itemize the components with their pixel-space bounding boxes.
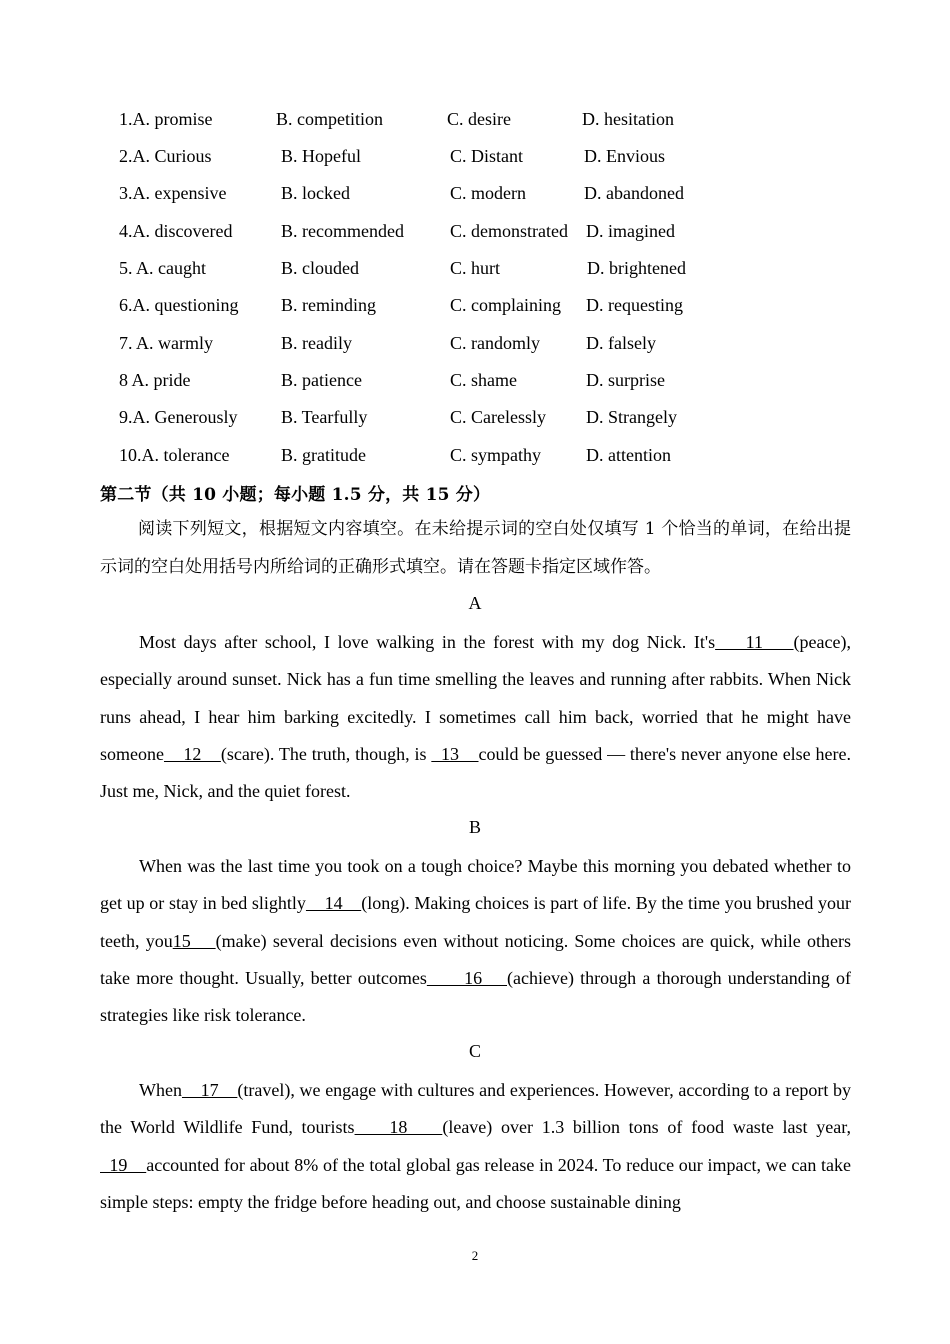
blank-11: 11: [715, 632, 794, 652]
blank-15: 15: [172, 930, 216, 951]
option-d: D. imagined: [586, 221, 675, 241]
option-d: D. requesting: [586, 295, 683, 315]
blank-13: 13: [431, 743, 479, 764]
section-heading: 第二节（共 10 小题；每小题 1.5 分，共 15 分）: [100, 485, 491, 505]
option-a: 6.A. questioning: [119, 295, 239, 315]
page-number: 2: [471, 1248, 479, 1263]
option-b: B. Hopeful: [281, 146, 361, 166]
option-c: C. Distant: [450, 146, 524, 166]
option-d: D. hesitation: [582, 109, 674, 129]
option-c: C. modern: [450, 183, 526, 203]
passage-b: [100, 848, 851, 1034]
option-b: B. locked: [281, 183, 350, 203]
option-c: C. demonstrated: [450, 221, 568, 241]
passage-text: (make) several decisions even without noticing. Some choices are quick, while others take more thought. Usually, better outcomes: [100, 930, 851, 988]
option-c: C. Carelessly: [450, 407, 546, 427]
passage-a: [100, 624, 851, 810]
option-a: 3.A. expensive: [119, 183, 227, 203]
passage-text: accounted for about 8% of the total global gas release in 2024. To reduce our impact, we can take simple steps: empty the fridge before heading out, and choose sustainable dining: [100, 1154, 851, 1212]
option-d: D. abandoned: [584, 183, 684, 203]
option-a: 7. A. warmly: [119, 333, 213, 353]
blank-12: 12: [163, 743, 221, 764]
option-b: B. Tearfully: [281, 407, 368, 427]
option-b: B. patience: [281, 370, 362, 390]
passage-text: (travel), we engage with cultures and experiences. However, according to a report by the World Wildlife Fund, tourists: [100, 1080, 851, 1138]
option-a: 2.A. Curious: [119, 146, 212, 166]
option-d: D. attention: [586, 445, 671, 465]
option-a: 9.A. Generously: [119, 407, 238, 427]
option-a: 1.A. promise: [119, 109, 213, 129]
option-b: B. clouded: [281, 258, 359, 278]
blank-18: 18: [354, 1117, 443, 1138]
option-d: D. surprise: [586, 370, 665, 390]
option-b: B. readily: [281, 333, 352, 353]
option-b: B. reminding: [281, 295, 376, 315]
passage-text: When: [139, 1080, 182, 1100]
blank-17: 17: [181, 1080, 238, 1100]
option-c: C. randomly: [450, 333, 540, 353]
option-a: 8 A. pride: [119, 370, 191, 390]
passage-c: [100, 1072, 851, 1221]
blank-19: 19: [100, 1154, 147, 1175]
option-c: C. desire: [447, 109, 511, 129]
option-c: C. sympathy: [450, 445, 542, 465]
passage-text: (peace), especially around sunset. Nick has a fun time smelling the leaves and running after rabbits. When Nick runs ahead, I hear him barking excitedly. I sometimes call him back, worried that he might have someone: [100, 632, 851, 764]
option-d: D. brightened: [587, 258, 686, 278]
passage-text: (achieve) through a thorough understanding of strategies like risk tolerance.: [100, 967, 851, 1026]
passage-label-b: B: [468, 817, 481, 837]
option-a: 5. A. caught: [119, 258, 206, 278]
option-c: C. shame: [450, 370, 517, 390]
option-d: D. Envious: [584, 146, 665, 166]
passage-text: Most days after school, I love walking in the forest with my dog Nick. It's: [139, 632, 716, 652]
passage-text: (scare). The truth, though, is: [220, 743, 432, 764]
section-instructions: 阅读下列短文，根据短文内容填空。在未给提示词的空白处仅填写 1 个恰当的单词，在给出提示词的空白处用括号内所给词的正确形式填空。请在答题卡指定区域作答。: [100, 519, 851, 577]
option-b: B. gratitude: [281, 445, 366, 465]
passage-label-c: C: [468, 1041, 481, 1061]
blank-16: 16: [426, 967, 508, 988]
passage-text: (long). Making choices is part of life. By the time you brushed your teeth, you: [100, 893, 851, 951]
option-d: D. falsely: [586, 333, 656, 353]
passage-text: When was the last time you took on a tough choice? Maybe this morning you debated whether to get up or stay in bed slightly: [100, 856, 851, 914]
option-c: C. hurt: [450, 258, 501, 278]
passage-label-a: A: [468, 593, 482, 613]
option-c: C. complaining: [450, 295, 561, 315]
option-a: 4.A. discovered: [119, 221, 233, 241]
option-b: B. competition: [276, 109, 383, 129]
passage-text: could be guessed — there's never anyone else here. Just me, Nick, and the quiet forest.: [100, 743, 852, 802]
blank-14: 14: [305, 893, 362, 914]
option-b: B. recommended: [281, 221, 404, 241]
option-d: D. Strangely: [586, 407, 677, 427]
passage-text: (leave) over 1.3 billion tons of food waste last year,: [442, 1117, 852, 1138]
option-a: 10.A. tolerance: [119, 445, 230, 465]
